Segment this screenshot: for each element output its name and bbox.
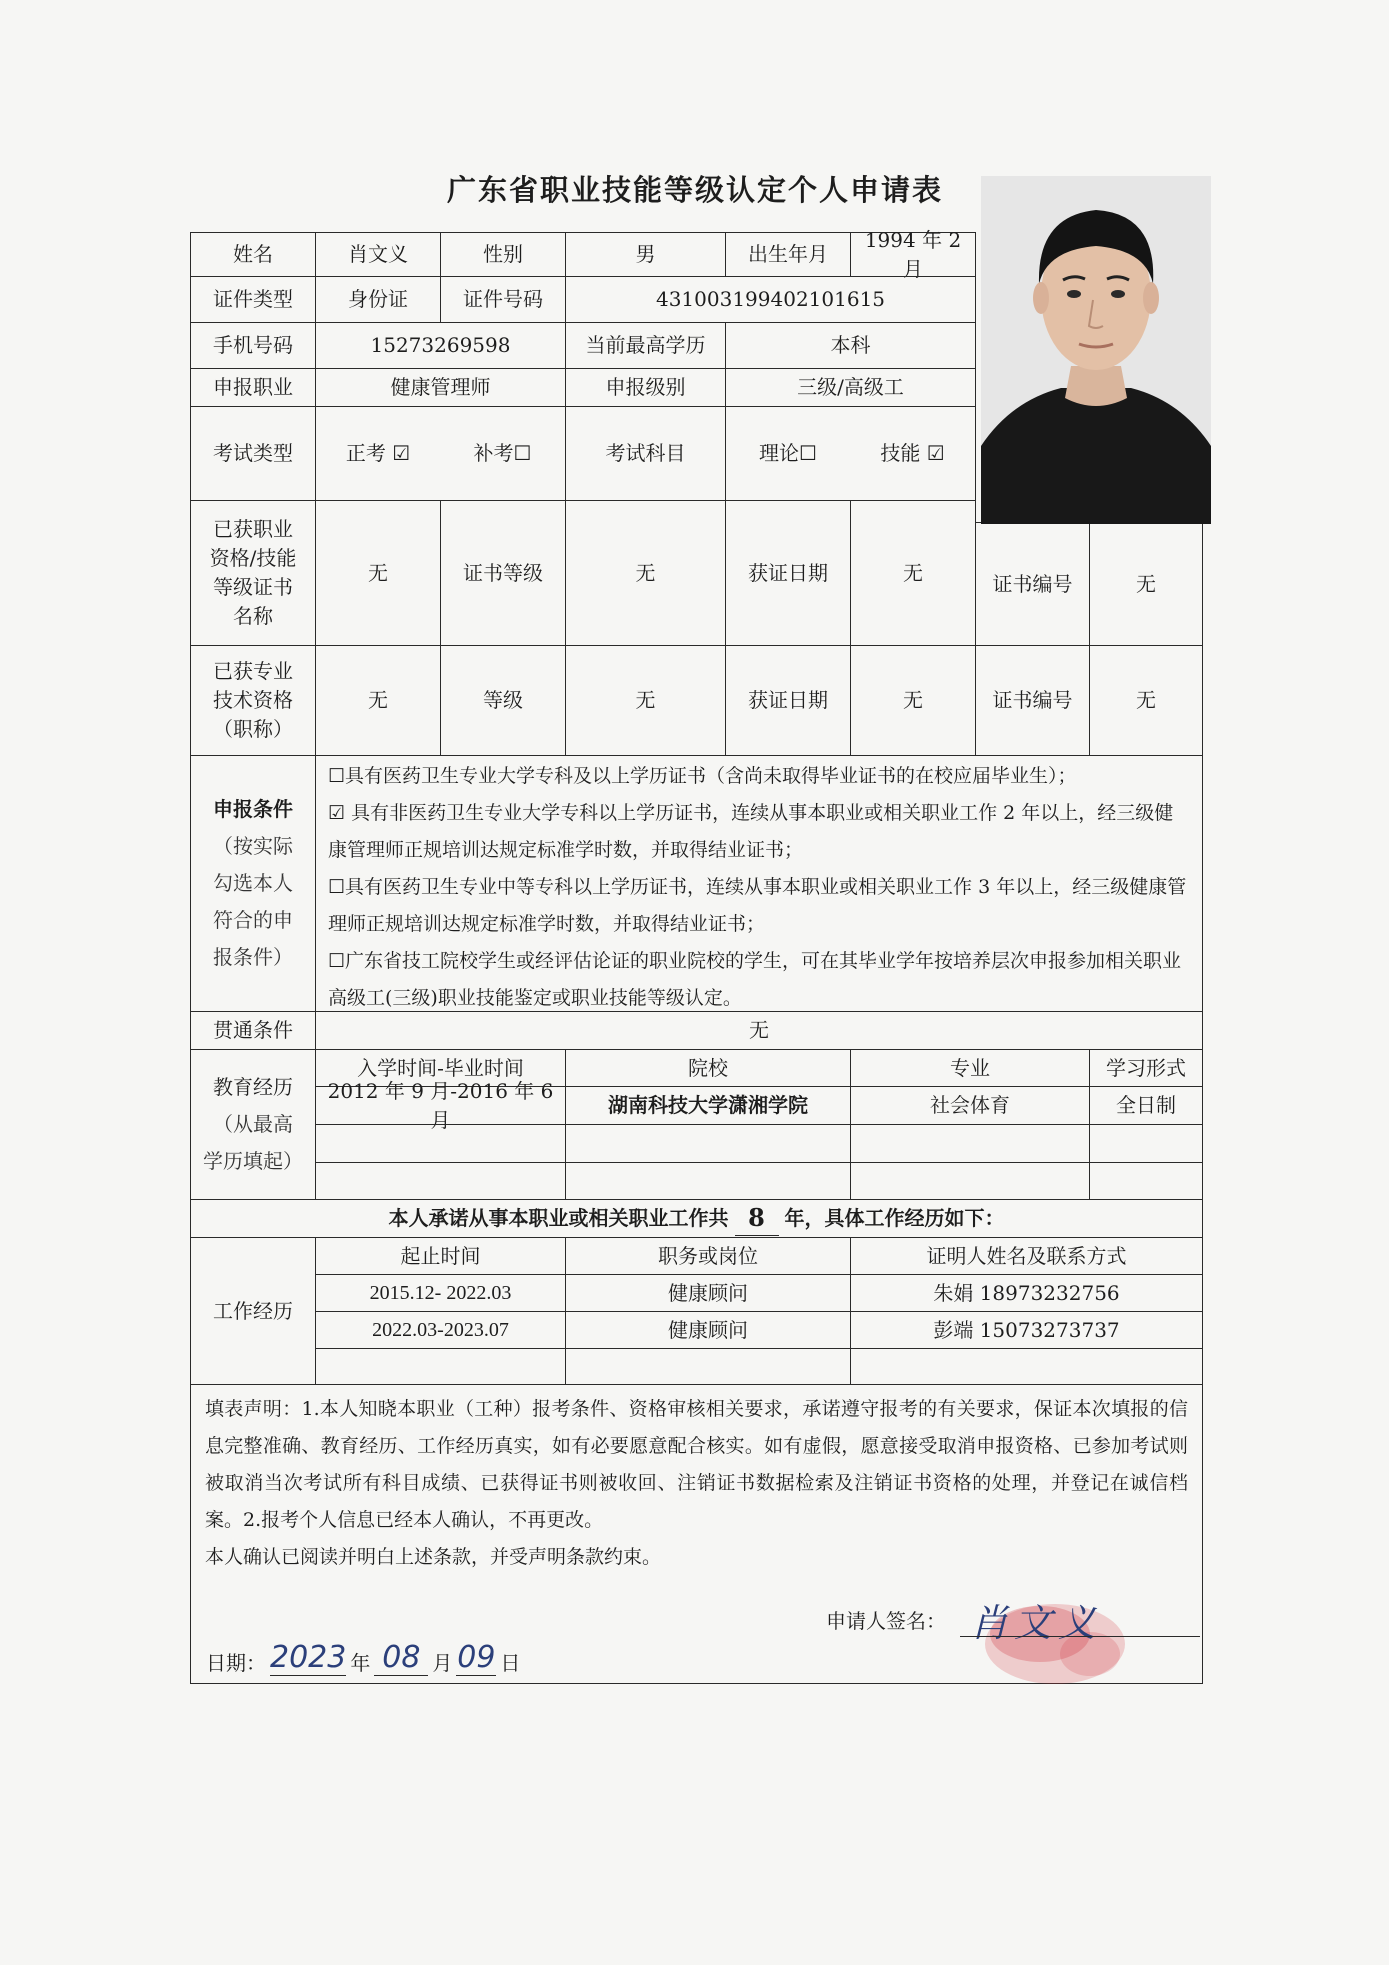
edu-empty-cell xyxy=(565,1162,850,1199)
through-value: 无 xyxy=(315,1011,1202,1049)
birth-label: 出生年月 xyxy=(725,232,850,276)
conditions-list xyxy=(315,755,1202,1011)
cert-row1-grade: 无 xyxy=(565,500,725,645)
signature-field xyxy=(960,1584,1200,1654)
cert-row1-label-line: 等级证书 xyxy=(213,575,293,599)
cert-grade-label: 证书等级 xyxy=(440,500,565,645)
education-note-line: （从最高 xyxy=(213,1112,293,1136)
date-month: 08 xyxy=(374,1640,428,1676)
edu-empty-cell xyxy=(850,1162,1089,1199)
work-row-position: 健康顾问 xyxy=(565,1274,850,1311)
level-label: 申报级别 xyxy=(565,368,725,406)
occupation-label: 申报职业 xyxy=(190,368,315,406)
applicant-signature: 肖文义 xyxy=(970,1601,1103,1645)
date-day: 09 xyxy=(457,1640,496,1675)
cert-row2-name: 无 xyxy=(315,645,440,755)
phone-value: 15273269598 xyxy=(315,322,565,368)
edu-header-school: 院校 xyxy=(565,1049,850,1086)
name-label: 姓名 xyxy=(190,232,315,276)
cert-row2-label xyxy=(190,645,315,755)
frame-line xyxy=(975,232,976,522)
education-label xyxy=(190,1049,315,1199)
condition-item: ☐广东省技工院校学生或经评估论证的职业院校的学生，可在其毕业学年按培养层次申报参加相关职业高级工(三级)职业技能鉴定或职业技能等级认定。 xyxy=(328,950,1182,1009)
edu-empty-cell xyxy=(315,1162,565,1199)
education-title: 教育经历 xyxy=(213,1075,293,1099)
conditions-note-line: 勾选本人 xyxy=(213,871,293,895)
education-note-line: 学历填起） xyxy=(203,1149,303,1173)
edu-empty-cell xyxy=(1089,1124,1202,1162)
exam-subject-label: 考试科目 xyxy=(565,406,725,500)
work-header-position: 职务或岗位 xyxy=(565,1237,850,1274)
cert-row1-date: 无 xyxy=(850,500,975,645)
work-row-reference: 彭端 15073273737 xyxy=(850,1311,1202,1348)
phone-label: 手机号码 xyxy=(190,322,315,368)
date-year: 2023 xyxy=(270,1640,347,1675)
date-day-unit: 日 xyxy=(500,1651,521,1675)
exam-skill: 技能 ☑ xyxy=(850,406,975,500)
work-row-period: 2022.03-2023.07 xyxy=(315,1311,565,1348)
exam-type-label: 考试类型 xyxy=(190,406,315,500)
work-header-period: 起止时间 xyxy=(315,1237,565,1274)
work-row-position: 健康顾问 xyxy=(565,1311,850,1348)
cert-no2-label: 证书编号 xyxy=(975,645,1089,755)
cert-date-label: 获证日期 xyxy=(725,500,850,645)
occupation-value: 健康管理师 xyxy=(315,368,565,406)
cert-row2-grade: 无 xyxy=(565,645,725,755)
edu-header-period: 入学时间-毕业时间 xyxy=(315,1049,565,1086)
work-row-period: 2015.12- 2022.03 xyxy=(315,1274,565,1311)
edu-row-mode: 全日制 xyxy=(1089,1086,1202,1124)
gender-label: 性别 xyxy=(440,232,565,276)
form-title: 广东省职业技能等级认定个人申请表 xyxy=(446,173,943,207)
exam-theory: 理论☐ xyxy=(725,406,850,500)
edu-row-major: 社会体育 xyxy=(850,1086,1089,1124)
cert-row1-label-line: 已获职业 xyxy=(213,517,293,541)
exam-makeup: 补考☐ xyxy=(440,406,565,500)
work-row-reference: 朱娟 18973232756 xyxy=(850,1274,1202,1311)
cert-row2-label-line: （职称） xyxy=(213,717,293,741)
signature-underline xyxy=(960,1636,1200,1637)
edu-row-school: 湖南科技大学潇湘学院 xyxy=(565,1086,850,1124)
signature-label: 申请人签名： xyxy=(826,1609,946,1633)
statement-text: 填表声明：1.本人知晓本职业（工种）报考条件、资格审核相关要求，承诺遵守报考的有关要求，保证本次填报的信息完整准确、教育经历、工作经历真实，如有必要愿意配合核实。如有虚假，愿意接受取消申报资格、已参加考试则被取消当次考试所有科目成绩、已获得证书则被收回、注销证书数据检索及注销证书资格的处理，并登记在诚信档案。2.报考个人信息已经本人确认，不再更改。 xyxy=(205,1398,1188,1531)
cert-row2-label-line: 已获专业 xyxy=(213,659,293,683)
edu-empty-cell xyxy=(850,1124,1089,1162)
gender-value: 男 xyxy=(565,232,725,276)
cert-row1-no: 无 xyxy=(1089,522,1202,645)
work-promise-suffix: 年，具体工作经历如下： xyxy=(784,1206,1005,1230)
cert-date2-label: 获证日期 xyxy=(725,645,850,755)
date-year-unit: 年 xyxy=(350,1651,371,1675)
work-promise xyxy=(190,1199,1202,1237)
work-empty-cell xyxy=(565,1348,850,1384)
cert-row1-label-line: 名称 xyxy=(233,604,273,628)
work-label: 工作经历 xyxy=(190,1237,315,1384)
date-block xyxy=(206,1640,520,1676)
condition-item: ☑ 具有非医药卫生专业大学专科以上学历证书，连续从事本职业或相关职业工作 2 年以上，经三级健康管理师正规培训达规定标准学时数，并取得结业证书； xyxy=(328,802,1174,861)
id-no-label: 证件号码 xyxy=(440,276,565,322)
conditions-label xyxy=(190,755,315,1011)
applicant-photo xyxy=(981,176,1211,524)
cert-grade2-label: 等级 xyxy=(440,645,565,755)
condition-item: ☐具有医药卫生专业大学专科及以上学历证书（含尚未取得毕业证书的在校应届毕业生）； xyxy=(328,765,1077,787)
portrait-image xyxy=(981,176,1211,524)
id-type-label: 证件类型 xyxy=(190,276,315,322)
condition-item: ☐具有医药卫生专业中等专科以上学历证书，连续从事本职业或相关职业工作 3 年以上，经三级健康管理师正规培训达规定标准学时数，并取得结业证书； xyxy=(328,876,1187,935)
date-month-unit: 月 xyxy=(432,1651,453,1675)
cert-row2-label-line: 技术资格 xyxy=(213,688,293,712)
conditions-title: 申报条件 xyxy=(213,797,293,821)
edu-level-label: 当前最高学历 xyxy=(565,322,725,368)
work-promise-prefix: 本人承诺从事本职业或相关职业工作共 xyxy=(388,1206,729,1230)
edu-header-mode: 学习形式 xyxy=(1089,1049,1202,1086)
work-empty-cell xyxy=(315,1348,565,1384)
birth-value: 1994 年 2 月 xyxy=(850,232,975,276)
name-value: 肖文义 xyxy=(315,232,440,276)
cert-row1-name: 无 xyxy=(315,500,440,645)
date-label: 日期： xyxy=(206,1651,266,1675)
cert-row1-label xyxy=(190,500,315,645)
work-empty-cell xyxy=(850,1348,1202,1384)
edu-empty-cell xyxy=(565,1124,850,1162)
conditions-note-line: 报条件） xyxy=(213,945,293,969)
cert-row1-label-line: 资格/技能 xyxy=(209,546,297,570)
level-value: 三级/高级工 xyxy=(725,368,975,406)
edu-header-major: 专业 xyxy=(850,1049,1089,1086)
edu-row-period: 2012 年 9 月-2016 年 6 月 xyxy=(315,1086,565,1124)
work-header-reference: 证明人姓名及联系方式 xyxy=(850,1237,1202,1274)
through-label: 贯通条件 xyxy=(190,1011,315,1049)
edu-level-value: 本科 xyxy=(725,322,975,368)
cert-row2-no: 无 xyxy=(1089,645,1202,755)
exam-regular: 正考 ☑ xyxy=(315,406,440,500)
frame-line xyxy=(1202,522,1203,1684)
cert-row2-date: 无 xyxy=(850,645,975,755)
cert-no-label: 证书编号 xyxy=(975,522,1089,645)
conditions-note-line: （按实际 xyxy=(213,834,293,858)
statement-confirm: 本人确认已阅读并明白上述条款，并受声明条款约束。 xyxy=(205,1546,662,1568)
id-type-value: 身份证 xyxy=(315,276,440,322)
conditions-note-line: 符合的申 xyxy=(213,908,293,932)
edu-empty-cell xyxy=(1089,1162,1202,1199)
id-no-value: 431003199402101615 xyxy=(565,276,975,322)
work-years: 8 xyxy=(735,1201,779,1237)
edu-empty-cell xyxy=(315,1124,565,1162)
signature-block xyxy=(826,1605,946,1634)
